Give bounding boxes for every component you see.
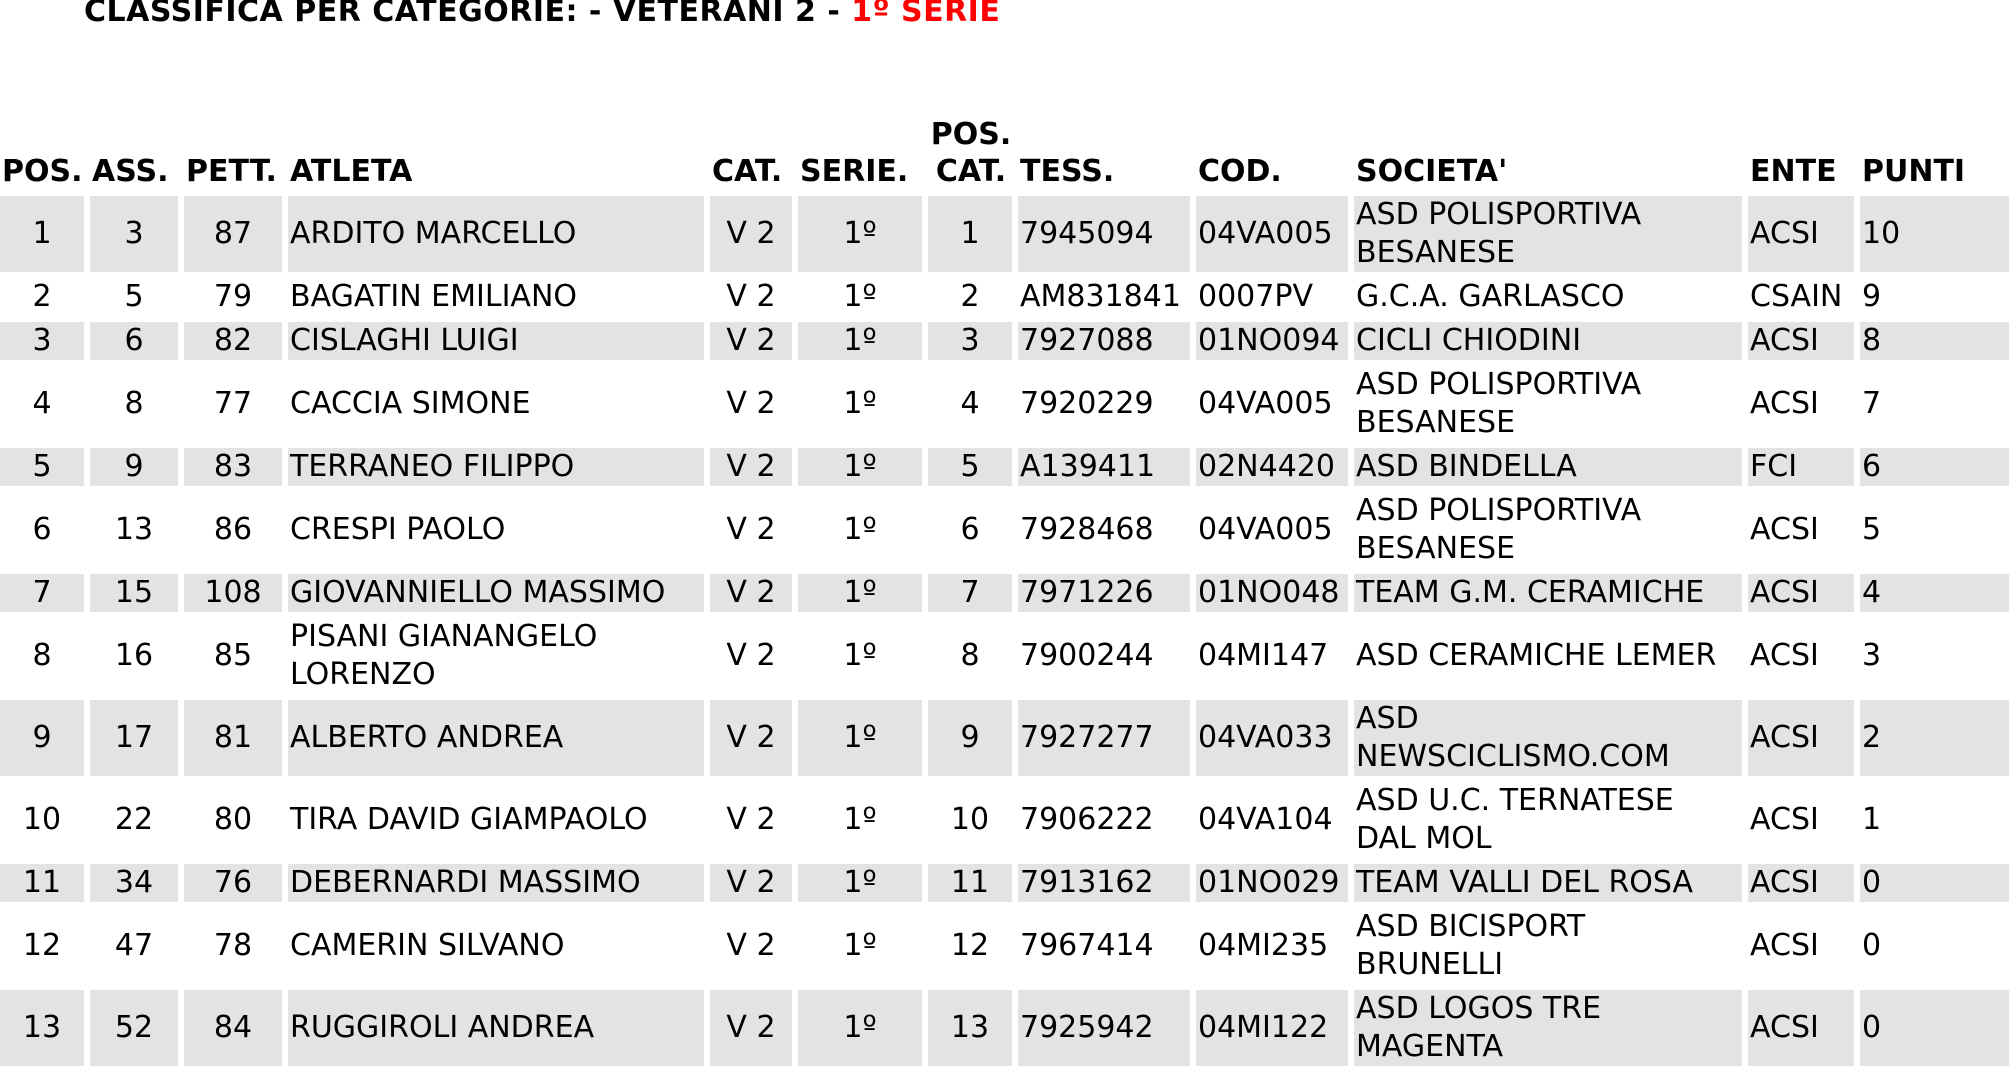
cell-atleta: TIRA DAVID GIAMPAOLO — [290, 802, 648, 837]
table-row — [0, 574, 2009, 612]
cell-pos-cat: 10 — [950, 802, 990, 837]
cell-tess: 7906222 — [1020, 802, 1154, 837]
cell-pos: 12 — [22, 928, 62, 963]
cell-punti: 0 — [1862, 928, 1882, 963]
cell-cod: 0007PV — [1198, 279, 1313, 314]
cell-cod: 04VA005 — [1196, 196, 1348, 272]
cell-punti: 6 — [1860, 448, 2009, 486]
cell-atleta: GIOVANNIELLO MASSIMO — [288, 574, 704, 612]
cell-tess: 7945094 — [1018, 196, 1190, 272]
cell-ass: 8 — [124, 386, 144, 421]
cell-pos: 9 — [0, 700, 84, 776]
cell-societa: ASD U.C. TERNATESE DAL MOL — [1356, 783, 1674, 856]
cell-serie: 1º — [798, 990, 922, 1066]
cell-pos: 7 — [0, 574, 84, 612]
cell-tess: 7900244 — [1020, 638, 1154, 673]
header-tess: TESS. — [1020, 154, 1115, 189]
cell-pos-cat: 7 — [928, 574, 1012, 612]
cell-atleta: CRESPI PAOLO — [290, 512, 506, 547]
cell-societa: ASD POLISPORTIVA BESANESE — [1356, 367, 1642, 440]
cell-pett: 86 — [213, 512, 253, 547]
cell-pos-cat: 13 — [928, 990, 1012, 1066]
results-body — [0, 196, 2009, 1066]
cell-ente: ACSI — [1750, 928, 1819, 963]
cell-pos-cat: 9 — [928, 700, 1012, 776]
cell-ente: ACSI — [1750, 638, 1819, 673]
cell-punti: 3 — [1862, 638, 1882, 673]
cell-ass: 5 — [124, 279, 144, 314]
cell-pos-cat: 6 — [960, 512, 980, 547]
cell-punti: 7 — [1862, 386, 1882, 421]
cell-ass: 13 — [114, 512, 154, 547]
cell-serie: 1º — [843, 928, 877, 963]
cell-pos: 10 — [22, 802, 62, 837]
page-title — [84, 0, 1000, 29]
cell-pos-cat: 1 — [928, 196, 1012, 272]
cell-atleta: ARDITO MARCELLO — [288, 196, 704, 272]
cell-ass: 34 — [90, 864, 178, 902]
cell-cod: 04VA005 — [1198, 512, 1333, 547]
cell-cat: V 2 — [726, 512, 776, 547]
cell-cod: 04MI122 — [1196, 990, 1348, 1066]
table-row — [0, 908, 2009, 984]
cell-serie: 1º — [843, 386, 877, 421]
cell-serie: 1º — [843, 802, 877, 837]
cell-pett: 77 — [213, 386, 253, 421]
cell-pos-cat: 11 — [928, 864, 1012, 902]
cell-serie: 1º — [843, 512, 877, 547]
cell-pett: 78 — [213, 928, 253, 963]
cell-cat: V 2 — [710, 574, 792, 612]
header-row — [0, 116, 2009, 190]
cell-atleta: TERRANEO FILIPPO — [288, 448, 704, 486]
cell-ente: ACSI — [1748, 700, 1854, 776]
cell-serie: 1º — [843, 638, 877, 673]
header-pos-cat-line2: CAT. — [935, 154, 1007, 189]
cell-societa: CICLI CHIODINI — [1354, 322, 1742, 360]
cell-societa: TEAM VALLI DEL ROSA — [1354, 864, 1742, 902]
cell-cod: 04MI147 — [1198, 638, 1329, 673]
cell-atleta: BAGATIN EMILIANO — [290, 279, 577, 314]
cell-ass: 52 — [90, 990, 178, 1066]
cell-cat: V 2 — [710, 990, 792, 1066]
cell-atleta: DEBERNARDI MASSIMO — [288, 864, 704, 902]
title-serie: 1º SERIE — [851, 0, 1001, 29]
cell-atleta: CAMERIN SILVANO — [290, 928, 565, 963]
cell-cat: V 2 — [710, 448, 792, 486]
cell-punti: 8 — [1860, 322, 2009, 360]
cell-cat: V 2 — [710, 322, 792, 360]
cell-pos-cat: 4 — [960, 386, 980, 421]
cell-societa: ASD NEWSCICLISMO.COM — [1354, 700, 1742, 776]
cell-atleta: PISANI GIANANGELO LORENZO — [290, 619, 598, 692]
cell-tess: 7928468 — [1020, 512, 1154, 547]
cell-societa: ASD POLISPORTIVA BESANESE — [1354, 196, 1742, 272]
cell-societa: ASD BINDELLA — [1354, 448, 1742, 486]
header-societa: SOCIETA' — [1356, 154, 1508, 189]
cell-tess: 7927088 — [1018, 322, 1190, 360]
cell-punti: 5 — [1862, 512, 1882, 547]
cell-pett: 81 — [184, 700, 282, 776]
header-pos-cat — [928, 116, 1012, 190]
cell-punti: 2 — [1860, 700, 2009, 776]
cell-cat: V 2 — [710, 864, 792, 902]
table-row — [0, 278, 2009, 316]
title-prefix: CLASSIFICA PER CATEGORIE: - VETERANI 2 - — [84, 0, 852, 29]
table-row — [0, 492, 2009, 568]
cell-ass: 9 — [90, 448, 178, 486]
cell-pos-cat: 3 — [928, 322, 1012, 360]
cell-ente: ACSI — [1748, 864, 1854, 902]
cell-atleta: ALBERTO ANDREA — [288, 700, 704, 776]
cell-ente: ACSI — [1750, 802, 1819, 837]
cell-ente: FCI — [1748, 448, 1854, 486]
cell-societa: ASD LOGOS TRE MAGENTA — [1354, 990, 1742, 1066]
table-row — [0, 322, 2009, 360]
cell-pett: 84 — [184, 990, 282, 1066]
cell-punti: 10 — [1860, 196, 2009, 272]
table-row — [0, 700, 2009, 776]
cell-societa: TEAM G.M. CERAMICHE — [1354, 574, 1742, 612]
cell-tess: 7920229 — [1020, 386, 1154, 421]
cell-serie: 1º — [798, 864, 922, 902]
cell-pos-cat: 12 — [950, 928, 990, 963]
cell-pett: 76 — [184, 864, 282, 902]
cell-pos-cat: 8 — [960, 638, 980, 673]
cell-pett: 83 — [184, 448, 282, 486]
cell-tess: 7927277 — [1018, 700, 1190, 776]
cell-ente: CSAIN — [1750, 279, 1843, 314]
header-atleta: ATLETA — [290, 154, 413, 189]
cell-punti: 4 — [1860, 574, 2009, 612]
table-row — [0, 782, 2009, 858]
cell-societa: ASD CERAMICHE LEMER — [1356, 638, 1717, 673]
results-table — [0, 110, 2009, 1072]
cell-pos: 8 — [32, 638, 52, 673]
cell-pett: 87 — [184, 196, 282, 272]
cell-societa: ASD POLISPORTIVA BESANESE — [1356, 493, 1642, 566]
cell-punti: 9 — [1862, 279, 1882, 314]
table-row — [0, 448, 2009, 486]
cell-pos: 13 — [0, 990, 84, 1066]
table-row — [0, 990, 2009, 1066]
cell-pett: 82 — [184, 322, 282, 360]
header-pett: PETT. — [186, 154, 277, 189]
cell-pos: 2 — [32, 279, 52, 314]
cell-ass: 16 — [114, 638, 154, 673]
cell-societa: ASD BICISPORT BRUNELLI — [1356, 909, 1586, 982]
cell-pos-cat: 2 — [960, 279, 980, 314]
cell-cod: 04VA033 — [1196, 700, 1348, 776]
cell-atleta: CISLAGHI LUIGI — [288, 322, 704, 360]
cell-ente: ACSI — [1748, 196, 1854, 272]
cell-cod: 04VA005 — [1198, 386, 1333, 421]
header-cat: CAT. — [712, 154, 783, 189]
cell-serie: 1º — [798, 196, 922, 272]
cell-ass: 15 — [90, 574, 178, 612]
header-cod: COD. — [1198, 154, 1282, 189]
cell-pett: 85 — [213, 638, 253, 673]
cell-ass: 17 — [90, 700, 178, 776]
table-row — [0, 366, 2009, 442]
cell-cod: 02N4420 — [1196, 448, 1348, 486]
cell-tess: A139411 — [1018, 448, 1190, 486]
cell-serie: 1º — [798, 322, 922, 360]
cell-tess: 7967414 — [1020, 928, 1154, 963]
cell-cat: V 2 — [726, 928, 776, 963]
cell-cod: 01NO048 — [1196, 574, 1348, 612]
cell-ente: ACSI — [1750, 386, 1819, 421]
cell-cod: 01NO029 — [1196, 864, 1348, 902]
cell-ente: ACSI — [1750, 512, 1819, 547]
cell-cat: V 2 — [710, 196, 792, 272]
cell-societa: G.C.A. GARLASCO — [1356, 279, 1625, 314]
cell-ass: 3 — [90, 196, 178, 272]
cell-ass: 22 — [114, 802, 154, 837]
header-ass: ASS. — [92, 154, 169, 189]
header-pos: POS. — [2, 154, 83, 189]
cell-tess: 7913162 — [1018, 864, 1190, 902]
cell-cod: 01NO094 — [1196, 322, 1348, 360]
cell-pos: 1 — [0, 196, 84, 272]
table-row — [0, 864, 2009, 902]
cell-ente: ACSI — [1748, 322, 1854, 360]
cell-pos: 5 — [0, 448, 84, 486]
header-serie: SERIE. — [800, 154, 909, 189]
cell-pos: 11 — [0, 864, 84, 902]
cell-cat: V 2 — [726, 638, 776, 673]
cell-serie: 1º — [798, 700, 922, 776]
cell-punti: 0 — [1860, 864, 2009, 902]
cell-pett: 108 — [184, 574, 282, 612]
cell-ass: 6 — [90, 322, 178, 360]
table-row — [0, 618, 2009, 694]
cell-cod: 04VA104 — [1198, 802, 1333, 837]
cell-pos: 6 — [32, 512, 52, 547]
cell-serie: 1º — [798, 448, 922, 486]
cell-serie: 1º — [798, 574, 922, 612]
cell-pett: 80 — [213, 802, 253, 837]
cell-atleta: CACCIA SIMONE — [290, 386, 531, 421]
table-row — [0, 196, 2009, 272]
header-ente: ENTE — [1750, 154, 1837, 189]
cell-punti: 0 — [1860, 990, 2009, 1066]
cell-tess: 7971226 — [1018, 574, 1190, 612]
cell-pos: 4 — [32, 386, 52, 421]
cell-ente: ACSI — [1748, 574, 1854, 612]
cell-cod: 04MI235 — [1198, 928, 1329, 963]
cell-atleta: RUGGIROLI ANDREA — [288, 990, 704, 1066]
cell-cat: V 2 — [726, 802, 776, 837]
cell-ente: ACSI — [1748, 990, 1854, 1066]
cell-pett: 79 — [213, 279, 253, 314]
cell-punti: 1 — [1862, 802, 1882, 837]
cell-cat: V 2 — [726, 279, 776, 314]
header-pos-cat-line1: POS. — [930, 117, 1012, 152]
cell-ass: 47 — [114, 928, 154, 963]
cell-cat: V 2 — [710, 700, 792, 776]
cell-pos-cat: 5 — [928, 448, 1012, 486]
cell-tess: AM831841 — [1020, 279, 1181, 314]
cell-cat: V 2 — [726, 386, 776, 421]
header-punti: PUNTI — [1862, 154, 1966, 189]
cell-tess: 7925942 — [1018, 990, 1190, 1066]
cell-pos: 3 — [0, 322, 84, 360]
cell-serie: 1º — [843, 279, 877, 314]
